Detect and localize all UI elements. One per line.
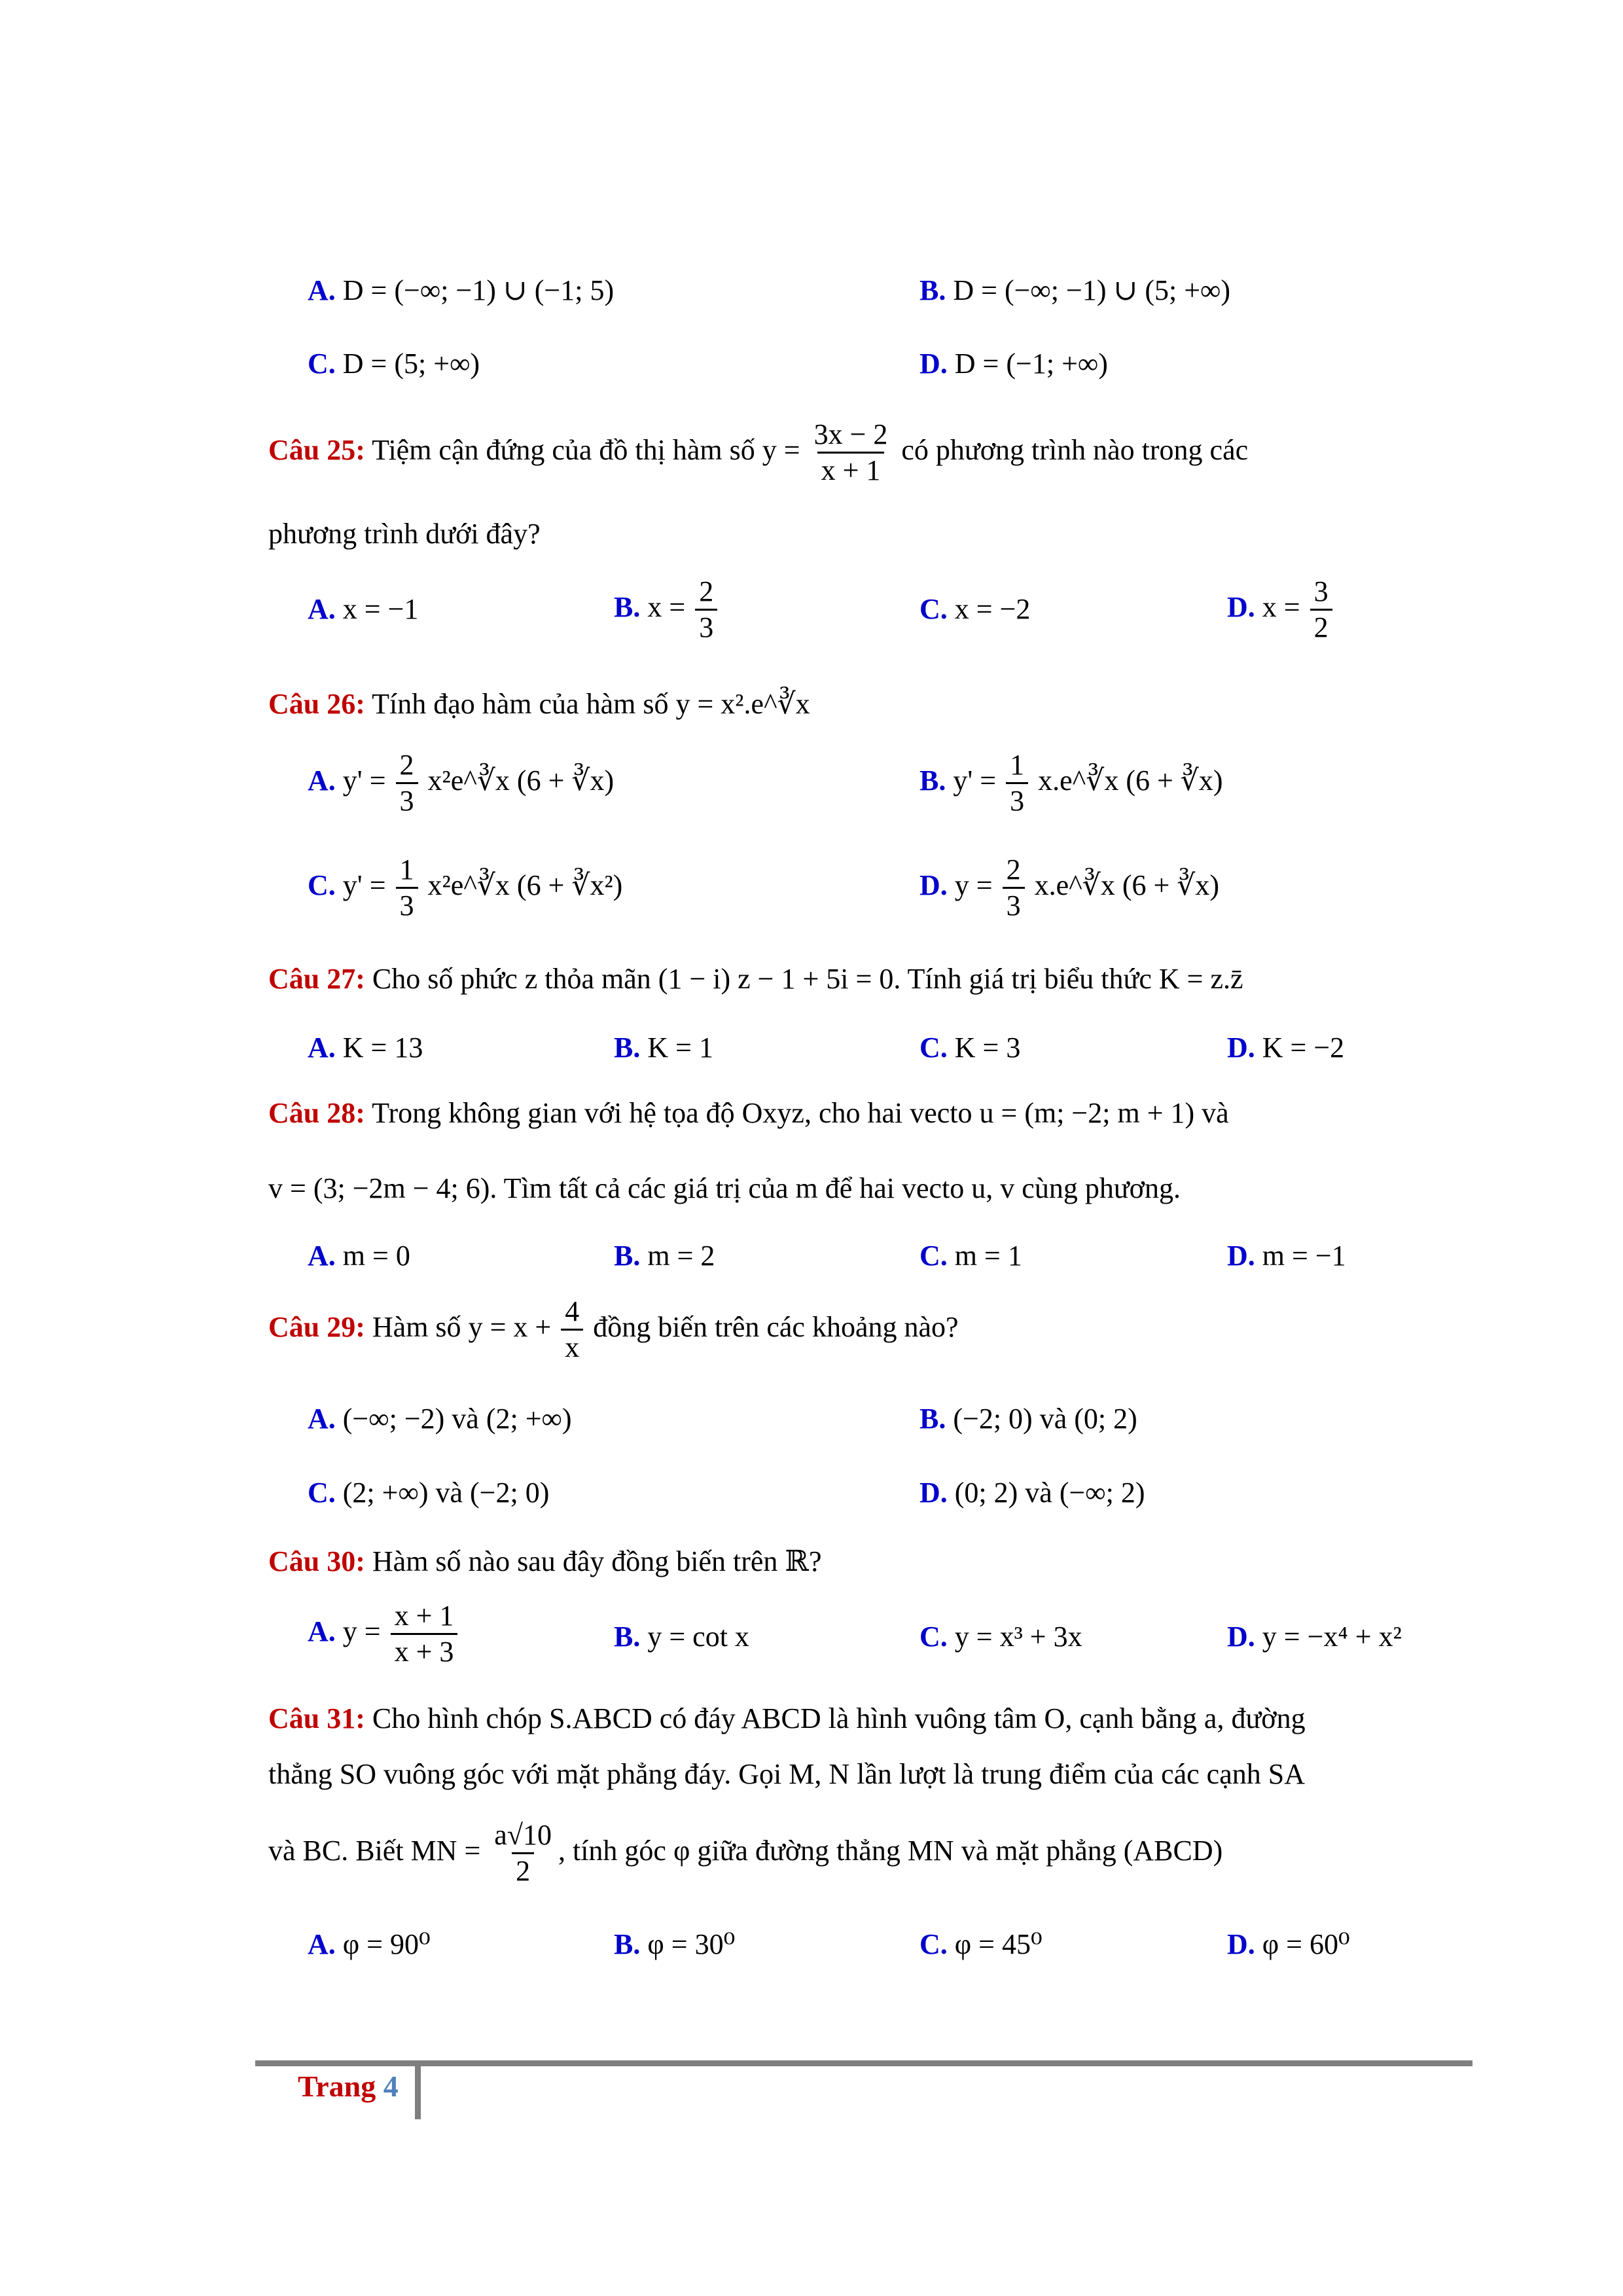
q25-option-d	[1227, 576, 1335, 644]
option-label: D.	[1227, 1928, 1255, 1960]
option-text: y = cot x	[647, 1621, 749, 1653]
fraction-denominator: 3	[1006, 782, 1028, 817]
option-text: φ = 60⁰	[1262, 1928, 1350, 1960]
option-label: C.	[919, 593, 948, 625]
q29-option-b	[919, 1402, 1137, 1437]
fraction-numerator: 2	[699, 575, 714, 607]
q29-option-d	[919, 1476, 1145, 1511]
fraction-denominator: x	[561, 1329, 583, 1363]
option-label: C.	[308, 869, 336, 901]
q28-option-c	[919, 1239, 1022, 1274]
page-label: Trang	[298, 2070, 376, 2103]
equation: (1 − i) z − 1 + 5i = 0	[658, 963, 894, 995]
question-text: Trong không gian với hệ tọa độ Oxyz, cho hai vecto	[372, 1097, 972, 1129]
option-label: B.	[614, 1928, 641, 1960]
fraction	[810, 419, 892, 487]
fraction-denominator: 3	[396, 887, 418, 922]
option-lhs: x =	[647, 590, 686, 623]
q27-option-c	[919, 1031, 1020, 1066]
vector-u: u = (m; −2; m + 1)	[979, 1097, 1195, 1129]
option-label: A.	[308, 1240, 336, 1272]
expression-lhs: y =	[762, 433, 800, 466]
question-label: Câu 25:	[268, 433, 365, 466]
fraction-denominator: x + 3	[391, 1633, 458, 1668]
option-text: φ = 90⁰	[342, 1928, 431, 1960]
option-text: m = 0	[342, 1240, 410, 1272]
question-text: Cho số phức z thỏa mãn	[372, 963, 651, 995]
option-label: D.	[1227, 1031, 1255, 1064]
question-text: Hàm số	[372, 1310, 461, 1343]
option-text: m = 1	[954, 1240, 1022, 1272]
option-label: B.	[614, 1621, 641, 1653]
q31-option-d	[1227, 1928, 1350, 1962]
q26-option-d	[919, 854, 1219, 922]
fraction-numerator: 4	[565, 1295, 580, 1327]
option-label: A.	[308, 593, 336, 625]
option-label: D.	[1227, 1240, 1255, 1272]
option-text: x.e^∛x (6 + ∛x)	[1038, 764, 1223, 797]
option-lhs: y' =	[342, 764, 386, 797]
q25-stem	[268, 419, 1248, 487]
q24-option-d	[919, 347, 1108, 382]
option-text: D = (−1; +∞)	[954, 348, 1108, 380]
q31-stem-line2: thẳng SO vuông góc với mặt phẳng đáy. Gọi M, N lần lượt là trung điểm của các cạnh SA	[268, 1758, 1305, 1790]
option-label: B.	[614, 1031, 641, 1064]
option-label: D.	[919, 348, 948, 380]
fraction-numerator: 3x − 2	[813, 418, 888, 450]
question-label: Câu 26:	[268, 688, 365, 720]
option-label: C.	[308, 1477, 336, 1509]
option-label: D.	[1227, 1621, 1255, 1653]
q25-stem-line2: phương trình dưới đây?	[268, 518, 541, 550]
page-footer	[298, 2068, 399, 2104]
footer-divider	[415, 2060, 421, 2119]
fraction-denominator: 3	[396, 782, 418, 817]
option-label: B.	[919, 1403, 946, 1435]
q26-stem	[268, 687, 810, 722]
question-text: . Tính giá trị biểu thức	[893, 963, 1152, 995]
q29-option-a	[308, 1402, 572, 1437]
fraction	[396, 854, 418, 922]
fraction-numerator: 1	[399, 853, 414, 886]
option-label: D.	[919, 869, 948, 901]
option-label: C.	[919, 1240, 948, 1272]
fraction-numerator: a√10	[494, 1819, 552, 1851]
question-text: Tính đạo hàm của hàm số	[372, 688, 669, 720]
expression-lhs: MN =	[410, 1834, 481, 1867]
option-label: A.	[308, 1928, 336, 1960]
q30-stem	[268, 1545, 822, 1579]
option-text: D = (5; +∞)	[342, 348, 480, 380]
fraction	[1003, 854, 1025, 922]
option-label: A.	[308, 1615, 336, 1647]
q30-option-b	[614, 1620, 749, 1655]
question-text: đồng biến trên các khoảng nào?	[593, 1310, 959, 1343]
fraction-numerator: 3	[1313, 575, 1329, 607]
option-text: K = −2	[1262, 1031, 1345, 1064]
q30-option-c	[919, 1620, 1082, 1655]
fraction	[695, 576, 717, 644]
option-text: y = x³ + 3x	[954, 1621, 1082, 1653]
q27-option-a	[308, 1031, 423, 1066]
q31-option-a	[308, 1928, 431, 1962]
fraction-numerator: 2	[399, 749, 414, 781]
option-text: D = (−∞; −1) ∪ (−1; 5)	[342, 274, 615, 306]
q25-option-c	[919, 592, 1030, 627]
option-label: B.	[919, 764, 946, 797]
option-label: C.	[919, 1031, 948, 1064]
option-text: x²e^∛x (6 + ∛x)	[427, 764, 615, 797]
fraction-denominator: 2	[512, 1852, 534, 1887]
fraction-numerator: 2	[1006, 853, 1021, 886]
question-label: Câu 27:	[268, 963, 365, 995]
option-text: y = −x⁴ + x²	[1262, 1621, 1402, 1653]
q25-option-a	[308, 592, 418, 627]
q24-option-c	[308, 347, 480, 382]
option-text: K = 13	[342, 1031, 423, 1064]
fraction	[561, 1296, 583, 1364]
option-lhs: x =	[1262, 590, 1300, 623]
option-label: A.	[308, 1031, 336, 1064]
option-label: C.	[308, 348, 336, 380]
q31-stem	[268, 1702, 1306, 1736]
option-text: (0; 2) và (−∞; 2)	[954, 1477, 1145, 1509]
vector-v: v = (3; −2m − 4; 6)	[268, 1172, 490, 1204]
fraction	[1310, 576, 1332, 644]
option-lhs: y =	[342, 1615, 381, 1647]
expression: K = z.z̄	[1158, 963, 1243, 995]
option-label: B.	[614, 1240, 641, 1272]
q28-option-a	[308, 1239, 410, 1274]
question-label: Câu 31:	[268, 1702, 365, 1734]
option-label: A.	[308, 274, 336, 306]
page-number: 4	[383, 2070, 399, 2103]
q28-stem	[268, 1096, 1229, 1131]
option-text: (2; +∞) và (−2; 0)	[342, 1477, 550, 1509]
option-text: K = 1	[647, 1031, 713, 1064]
option-lhs: y =	[954, 869, 993, 901]
option-label: A.	[308, 764, 336, 797]
fraction	[396, 749, 418, 817]
option-text: m = 2	[647, 1240, 715, 1272]
question-text: và	[1202, 1097, 1229, 1129]
option-label: C.	[919, 1621, 948, 1653]
option-text: (−∞; −2) và (2; +∞)	[342, 1403, 572, 1435]
fraction	[1006, 749, 1028, 817]
vectors-uv: u, v	[971, 1172, 1015, 1204]
question-text: Cho hình chóp S.ABCD có đáy ABCD là hình vuông tâm O, cạnh bằng a, đường	[372, 1702, 1306, 1734]
q31-stem-line3	[268, 1820, 1222, 1888]
q27-option-d	[1227, 1031, 1344, 1066]
option-text: m = −1	[1262, 1240, 1346, 1272]
question-label: Câu 30:	[268, 1545, 365, 1577]
question-text: có phương trình nào trong các	[901, 433, 1249, 466]
option-text: K = 3	[954, 1031, 1021, 1064]
q29-stem	[268, 1296, 959, 1364]
fraction-denominator: 3	[1003, 887, 1025, 922]
q30-option-d	[1227, 1620, 1402, 1655]
q25-option-b	[614, 576, 720, 644]
fraction-denominator: 3	[695, 609, 717, 643]
q24-option-b	[919, 274, 1230, 308]
q28-option-d	[1227, 1239, 1346, 1274]
option-text: x.e^∛x (6 + ∛x)	[1034, 869, 1219, 901]
q31-option-b	[614, 1928, 735, 1962]
q29-option-c	[308, 1476, 549, 1511]
q27-option-b	[614, 1031, 713, 1066]
q26-option-c	[308, 854, 622, 922]
q30-option-a	[308, 1600, 460, 1668]
fraction-numerator: x + 1	[394, 1600, 454, 1632]
option-text: φ = 30⁰	[647, 1928, 736, 1960]
question-label: Câu 28:	[268, 1097, 365, 1129]
option-label: B.	[614, 590, 641, 623]
option-text: D = (−∞; −1) ∪ (5; +∞)	[953, 274, 1231, 306]
q28-stem-line2	[268, 1172, 1181, 1206]
fraction-denominator: 2	[1310, 609, 1332, 643]
fraction	[391, 1600, 458, 1668]
question-label: Câu 29:	[268, 1310, 365, 1343]
question-text: , tính góc φ giữa đường thẳng MN và mặt phẳng (ABCD)	[558, 1834, 1223, 1867]
option-text: (−2; 0) và (0; 2)	[953, 1403, 1137, 1435]
question-text: . Tìm tất cả các giá trị của m để hai vecto	[490, 1172, 965, 1204]
q24-option-a	[308, 274, 614, 308]
option-text: φ = 45⁰	[954, 1928, 1043, 1960]
option-label: C.	[919, 1928, 948, 1960]
fraction-numerator: 1	[1010, 749, 1025, 781]
question-text: Hàm số nào sau đây đồng biến trên ℝ?	[372, 1545, 822, 1577]
fraction-denominator: x + 1	[817, 452, 885, 486]
option-label: D.	[919, 1477, 948, 1509]
option-lhs: y' =	[342, 869, 386, 901]
q26-option-b	[919, 749, 1222, 817]
question-text: và BC. Biết	[268, 1834, 404, 1867]
option-text: x²e^∛x (6 + ∛x²)	[427, 869, 623, 901]
fraction	[490, 1820, 556, 1888]
option-lhs: y' =	[953, 764, 997, 797]
question-text: Tiệm cận đứng của đồ thị hàm số	[372, 433, 755, 466]
function-expression: y = x².e^∛x	[675, 688, 810, 720]
option-label: A.	[308, 1403, 336, 1435]
option-text: x = −2	[954, 593, 1031, 625]
option-label: D.	[1227, 590, 1255, 623]
option-label: B.	[919, 274, 946, 306]
q28-option-b	[614, 1239, 715, 1274]
q26-option-a	[308, 749, 614, 817]
expression-lhs: y = x +	[468, 1310, 552, 1343]
footer-rule	[255, 2060, 1472, 2066]
question-text: cùng phương.	[1022, 1172, 1181, 1204]
option-text: x = −1	[342, 593, 419, 625]
q27-stem	[268, 962, 1243, 997]
q31-option-c	[919, 1928, 1043, 1962]
